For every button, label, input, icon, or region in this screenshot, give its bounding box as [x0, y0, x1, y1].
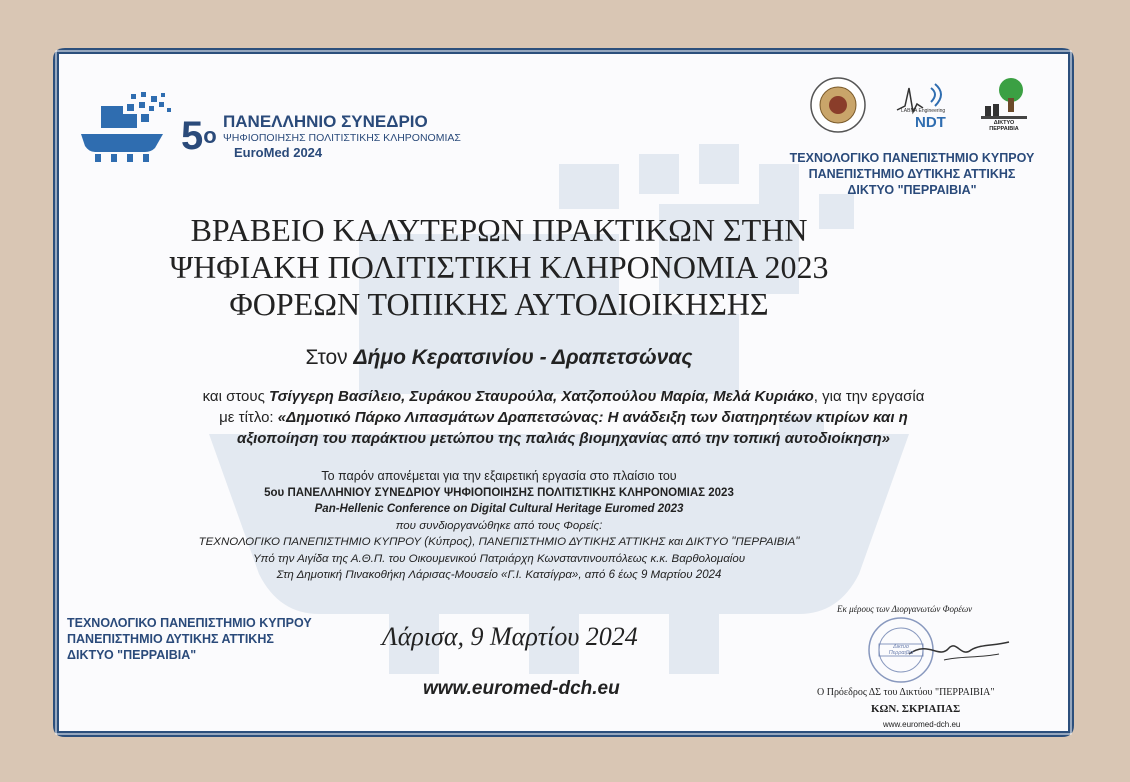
body-line-6: Υπό την Αιγίδα της Α.Θ.Π. του Οικουμενικού Πατριάρχη Κωνσταντινουπόλεως κ.κ. Βαρθολομαίου: [252, 552, 746, 565]
organizer-top-3: ΔΙΚΤΥΟ "ΠΕΡΡΑΙΒΙΑ": [847, 183, 977, 197]
on-behalf-text: Εκ μέρους των Διοργανωτών Φορέων: [837, 604, 973, 614]
perraivia-text: ΔΙΚΤΥΟ ΠΕΡΡΑΙΒΙΑ: [989, 120, 1019, 132]
work-prefix: με τίτλο:: [219, 409, 278, 426]
body-line-4: που συνδιοργανώθηκε από τους Φορείς:: [395, 519, 603, 532]
edition-number: $5^o$: [181, 114, 217, 158]
university-seal-icon: [809, 76, 867, 134]
stamp-signature-icon: [849, 610, 1019, 686]
work-title-line-1: [73, 407, 1054, 428]
organizers-top: [767, 150, 1057, 198]
body-line-5: ΤΕΧΝΟΛΟΓΙΚΟ ΠΑΝΕΠΙΣΤΗΜΙΟ ΚΥΠΡΟΥ (Κύπρος), ΠΑΝΕΠΙΣΤΗΜΙΟ ΔΥΤΙΚΗΣ ΑΤΤΙΚΗΣ και ΔΙΚΤΥΟ "ΠΕΡΡΑΙΒΙΑ": [198, 536, 800, 548]
conference-subtitle: ΨΗΦΙΟΠΟΙΗΣΗΣ ΠΟΛΙΤΙΣΤΙΚΗΣ ΚΛΗΡΟΝΟΜΙΑΣ: [223, 132, 461, 144]
ndt-text: NDT: [915, 114, 946, 131]
award-title: [99, 212, 899, 323]
signer-name: ΚΩΝ. ΣΚΡΙΑΠΑΣ: [871, 703, 961, 715]
recipient-name: Δήμο Κερατσινίου - Δραπετσώνας: [353, 346, 693, 369]
body-line-7: Στη Δημοτική Πινακοθήκη Λάρισας-Μουσείο «Γ.Ι. Κατσίγρα», από 6 έως 9 Μαρτίου 2024: [276, 569, 722, 581]
award-body: [119, 468, 879, 584]
organizer-bottom-1: ΤΕΧΝΟΛΟΓΙΚΟ ΠΑΝΕΠΙΣΤΗΜΙΟ ΚΥΠΡΟΥ: [67, 616, 312, 630]
ndt-logo: [893, 78, 953, 134]
author-names: Τσίγγερη Βασίλειο, Συράκου Σταυρούλα, Χατζοπούλου Μαρία, Μελά Κυριάκο: [269, 388, 814, 405]
signer-role: Ο Πρόεδρος ΔΣ του Δικτύου "ΠΕΡΡΑΙΒΙΑ": [817, 687, 995, 698]
award-title-line-3: ΦΟΡΕΩΝ ΤΟΠΙΚΗΣ ΑΥΤΟΔΙΟΙΚΗΣΗΣ: [229, 286, 769, 322]
perraivia-logo: [979, 76, 1029, 136]
ship-logo-icon: [71, 90, 183, 170]
organizer-top-2: ΠΑΝΕΠΙΣΤΗΜΙΟ ΔΥΤΙΚΗΣ ΑΤΤΙΚΗΣ: [808, 167, 1016, 181]
signature-website: www.euromed-dch.eu: [883, 720, 961, 729]
stamp-text: Δίκτυο Περραιβία: [888, 644, 914, 656]
recipient-line: [99, 346, 899, 370]
organizer-bottom-2: ΠΑΝΕΠΙΣΤΗΜΙΟ ΔΥΤΙΚΗΣ ΑΤΤΙΚΗΣ: [67, 632, 274, 646]
conference-event: EuroMed 2024: [234, 145, 323, 160]
body-line-1: Το παρόν απονέμεται για την εξαιρετική εργασία στο πλαίσιο του: [321, 469, 677, 483]
work-title-line-2: αξιοποίηση του παράκτιου μετώπου της παλιάς βιομηχανίας από την τοπική αυτοδιοίκηση»: [237, 430, 890, 447]
work-title-1: «Δημοτικό Πάρκο Λιπασμάτων Δραπετσώνας: Η ανάδειξη των διατηρητέων κτιρίων και η: [277, 409, 908, 426]
website-link[interactable]: www.euromed-dch.eu: [423, 678, 620, 699]
ndt-small-text: LABNA Engineering: [901, 108, 946, 114]
tree-icon: [979, 76, 1029, 122]
authors-block: [73, 386, 1054, 449]
body-line-3: Pan-Hellenic Conference on Digital Cultural Heritage Euromed 2023: [314, 503, 684, 515]
award-title-line-2: ΨΗΦΙΑΚΗ ΠΟΛΙΤΙΣΤΙΚΗ ΚΛΗΡΟΝΟΜΙΑ 2023: [169, 249, 829, 285]
authors-prefix: και στους: [202, 388, 269, 405]
award-title-line-1: ΒΡΑΒΕΙΟ ΚΑΛΥΤΕΡΩΝ ΠΡΑΚΤΙΚΩΝ ΣΤΗΝ: [190, 212, 808, 248]
authors-suffix: , για την εργασία: [813, 388, 925, 405]
certificate-frame: [53, 48, 1074, 737]
conference-title: ΠΑΝΕΛΛΗΝΙΟ ΣΥΝΕΔΡΙΟ: [223, 112, 428, 131]
recipient-prefix: Στον: [305, 346, 354, 369]
body-line-2: 5ου ΠΑΝΕΛΛΗΝΙΟΥ ΣΥΝΕΔΡΙΟΥ ΨΗΦΙΟΠΟΙΗΣΗΣ ΠΟΛΙΤΙΣΤΙΚΗΣ ΚΛΗΡΟΝΟΜΙΑΣ 2023: [264, 486, 734, 499]
organizer-top-1: ΤΕΧΝΟΛΟΓΙΚΟ ΠΑΝΕΠΙΣΤΗΜΙΟ ΚΥΠΡΟΥ: [789, 151, 1035, 165]
organizer-bottom-3: ΔΙΚΤΥΟ "ΠΕΡΡΑΙΒΙΑ": [67, 648, 197, 662]
authors-line: [73, 386, 1054, 407]
organizers-bottom: [67, 615, 317, 663]
place-date: Λάρισα, 9 Μαρτίου 2024: [382, 622, 638, 651]
certificate-paper: [59, 54, 1068, 731]
